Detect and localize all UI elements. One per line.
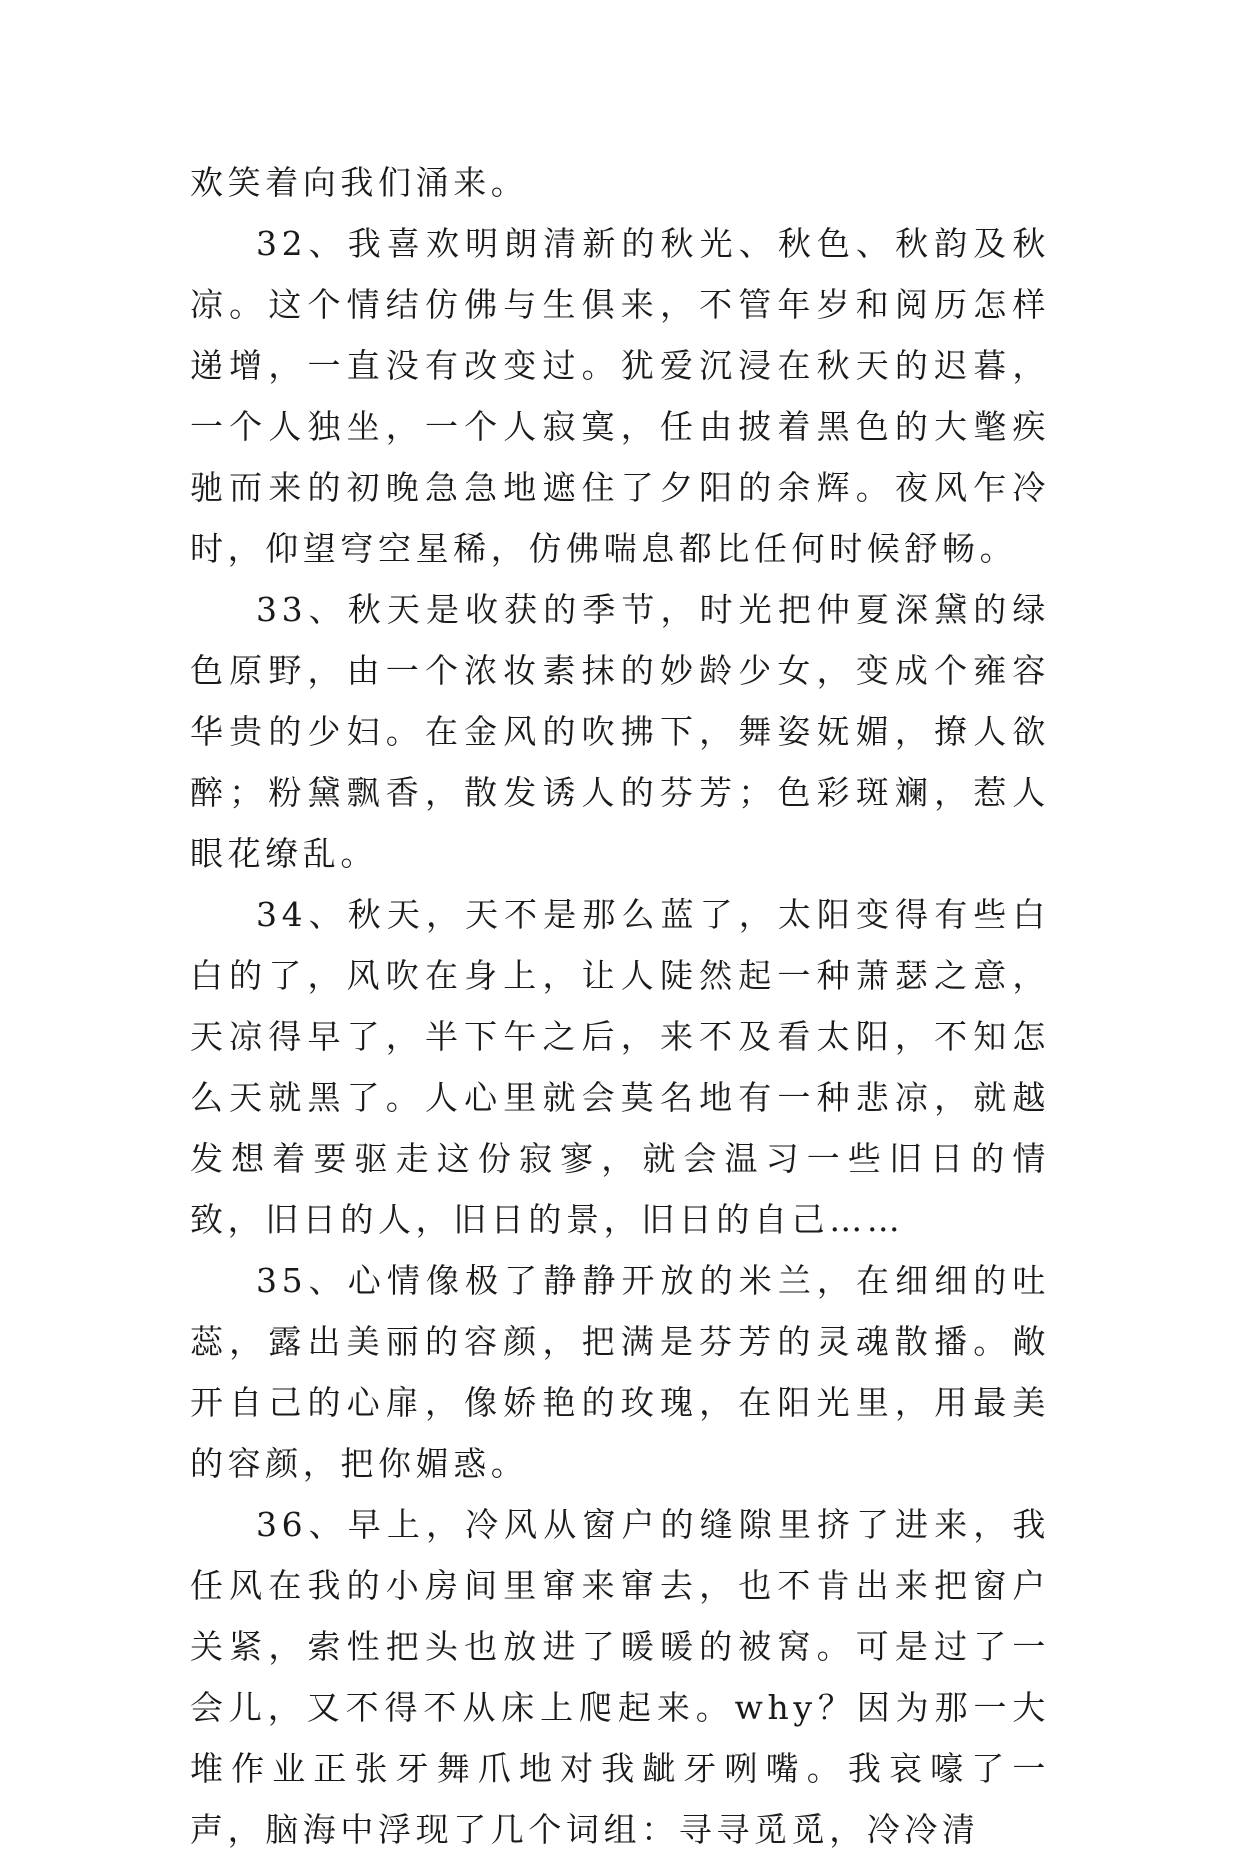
paragraph-32: 32、我喜欢明朗清新的秋光、秋色、秋韵及秋凉。这个情结仿佛与生俱来，不管年岁和阅历怎样递增，一直没有改变过。犹爱沉浸在秋天的迟暮，一个人独坐，一个人寂寞，任由披着黑色的大氅疾驰而来的初晚急急地遮住了夕阳的余辉。夜风乍冷时，仰望穹空星稀，仿佛喘息都比任何时候舒畅。 bbox=[190, 224, 1050, 568]
paragraph-35: 35、心情像极了静静开放的米兰，在细细的吐蕊，露出美丽的容颜，把满是芬芳的灵魂散播。敞开自己的心扉，像娇艳的玫瑰，在阳光里，用最美的容颜，把你媚惑。 bbox=[190, 1261, 1050, 1483]
document-body bbox=[190, 152, 1050, 1860]
paragraph-34: 34、秋天，天不是那么蓝了，太阳变得有些白白的了，风吹在身上，让人陡然起一种萧瑟之意，天凉得早了，半下午之后，来不及看太阳，不知怎么天就黑了。人心里就会莫名地有一种悲凉，就越发想着要驱走这份寂寥，就会温习一些旧日的情致，旧日的人，旧日的景，旧日的自己…… bbox=[190, 895, 1050, 1239]
paragraph-33: 33、秋天是收获的季节，时光把仲夏深黛的绿色原野，由一个浓妆素抹的妙龄少女，变成个雍容华贵的少妇。在金风的吹拂下，舞姿妩媚，撩人欲醉；粉黛飘香，散发诱人的芬芳；色彩斑斓，惹人眼花缭乱。 bbox=[190, 590, 1050, 873]
paragraph-continuation: 欢笑着向我们涌来。 bbox=[190, 163, 529, 202]
paragraph-36: 36、早上，冷风从窗户的缝隙里挤了进来，我任风在我的小房间里窜来窜去，也不肯出来把窗户关紧，索性把头也放进了暖暖的被窝。可是过了一会儿，又不得不从床上爬起来。why？因为那一大堆作业正张牙舞爪地对我龇牙咧嘴。我哀嚎了一声，脑海中浮现了几个词组：寻寻觅觅，冷冷清 bbox=[190, 1505, 1050, 1849]
